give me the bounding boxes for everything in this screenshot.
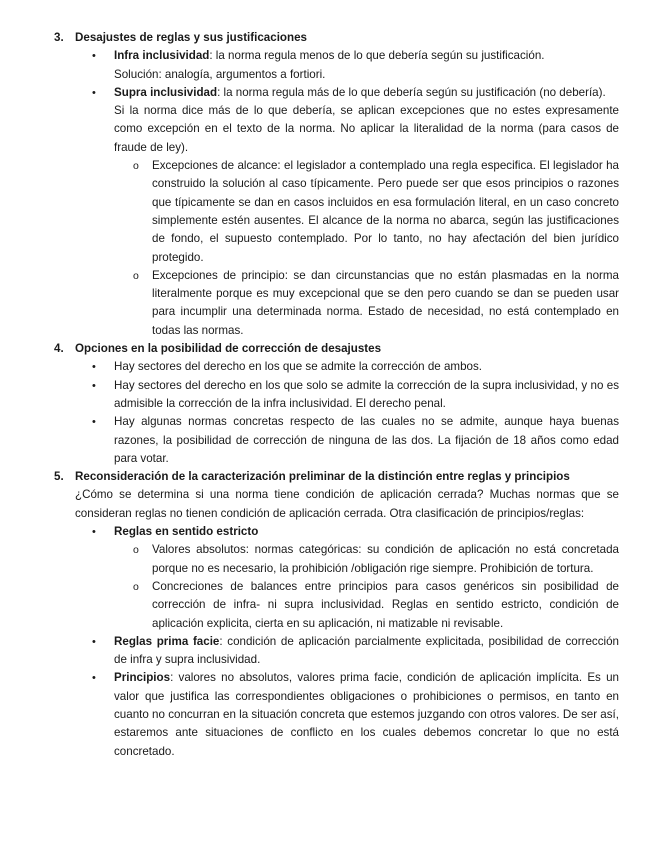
circle-bullet-icon: o [133, 160, 139, 173]
sub-list-item [114, 267, 619, 340]
sub-item-text: Excepciones de alcance: el legislador a contemplado una regla especifica. El legislador ha construido la solución al caso típicamente. Pero puede ser que esos principios o razones que típicamente se dan en casos incluidos en esa formulación literal, en un caso concreto simplemente estén ausentes. El alcance de la norma no abarca, según las justificaciones de fondo, el supuesto contemplado. Por lo tanto, no hay afectación del bien jurídico protegido. [152, 159, 619, 264]
sub-list-item [114, 157, 619, 267]
bullet-icon: • [92, 672, 96, 685]
bullet-icon: • [92, 379, 96, 392]
sub-item-text: Valores absolutos: normas categóricas: su condición de aplicación no está concretada porque no es necesario, la prohibición /obligación rige siempre. Prohibición de tortura. [152, 543, 619, 575]
circle-bullet-icon: o [133, 544, 139, 557]
item-text: : condición de aplicación parcialmente explicitada, posibilidad de corrección de infra y supra inclusividad. [114, 634, 619, 667]
term: Infra inclusividad [114, 49, 210, 63]
term: Reglas prima facie [114, 634, 220, 648]
bullet-icon: • [92, 361, 96, 374]
sub-item-text: Concreciones de balances entre principios para casos genéricos sin posibilidad de corrección de infra- ni supra inclusividad. Reglas en sentido estricto, condición de aplicación explicita, cierta en su aplicación, ni matizable ni revisable. [152, 579, 619, 630]
item-text: Hay algunas normas concretas respecto de las cuales no se admite, aunque haya buenas razones, la posibilidad de corrección de ninguna de las dos. La fijación de 18 años como edad para votar. [114, 415, 619, 465]
bullet-icon: • [92, 635, 96, 648]
circle-bullet-icon: o [133, 269, 139, 282]
term: Supra inclusividad [114, 85, 218, 99]
section-title: Opciones en la posibilidad de corrección de desajustes [75, 342, 382, 356]
bullet-icon: • [92, 50, 96, 63]
sub-item-text: Excepciones de principio: se dan circunstancias que no están plasmadas en la norma literalmente porque es muy excepcional que se den pero cuando se dan se pueden usar para incumplir una determinada norma. Estado de necesidad, no está contemplado en todas las normas. [152, 268, 619, 337]
item-text: : la norma regula más de lo que debería según su justificación (no debería). [217, 85, 606, 99]
list-item [75, 377, 619, 414]
item-text: Hay sectores del derecho en los que se admite la corrección de ambos. [114, 360, 482, 374]
bullet-icon: • [92, 526, 96, 539]
term: Principios [114, 671, 171, 685]
list-item [75, 358, 619, 376]
document-page [0, 29, 655, 761]
section-5 [0, 468, 655, 761]
section-title: Desajustes de reglas y sus justificaciones [75, 31, 307, 44]
item-text: : valores no absolutos, valores prima facie, condición de aplicación implícita. Es un valor que justifica las correspondientes obligaciones o prohibiciones o permisos, en tanto en cuanto no concurran en la situación concreta que estemos juzgando con otros valores. De ser así, estaremos ante situaciones de conflicto en los cuales debemos concretar lo que no está concretado. [114, 671, 619, 758]
section-3 [0, 29, 655, 340]
item-extra: Si la norma dice más de lo que debería, se aplican excepciones que no estes expresamente como excepción en el texto de la norma. No aplicar la literalidad de la norma (para casos de fraude de ley). [114, 104, 619, 154]
circle-bullet-icon: o [133, 580, 139, 593]
list-item [75, 523, 619, 633]
sub-list-item [114, 578, 619, 633]
section-title: Reconsideración de la caracterización preliminar de la distinción entre reglas y principios [75, 470, 570, 484]
item-text: Hay sectores del derecho en los que solo se admite la corrección de la supra inclusividad, y no es admisible la corrección de la infra inclusividad. El derecho penal. [114, 378, 619, 410]
section-4 [0, 340, 655, 468]
bullet-icon: • [92, 86, 96, 99]
list-item [75, 669, 619, 760]
section-number: 5. [54, 470, 64, 484]
section-number: 4. [54, 342, 64, 356]
list-item [75, 84, 619, 340]
item-text: : la norma regula menos de lo que debería según su justificación. [209, 49, 545, 63]
list-item [75, 413, 619, 468]
section-number: 3. [54, 31, 64, 44]
item-extra: Solución: analogía, argumentos a fortiori. [114, 67, 326, 81]
section-intro: ¿Cómo se determina si una norma tiene condición de aplicación cerrada? Muchas normas que se consideran reglas no tienen condición de aplicación cerrada. Otra clasificación de principios/reglas: [75, 488, 619, 520]
list-item [75, 633, 619, 670]
list-item [75, 47, 619, 84]
bullet-icon: • [92, 416, 96, 429]
term: Reglas en sentido estricto [114, 525, 259, 539]
sub-list-item [114, 541, 619, 578]
